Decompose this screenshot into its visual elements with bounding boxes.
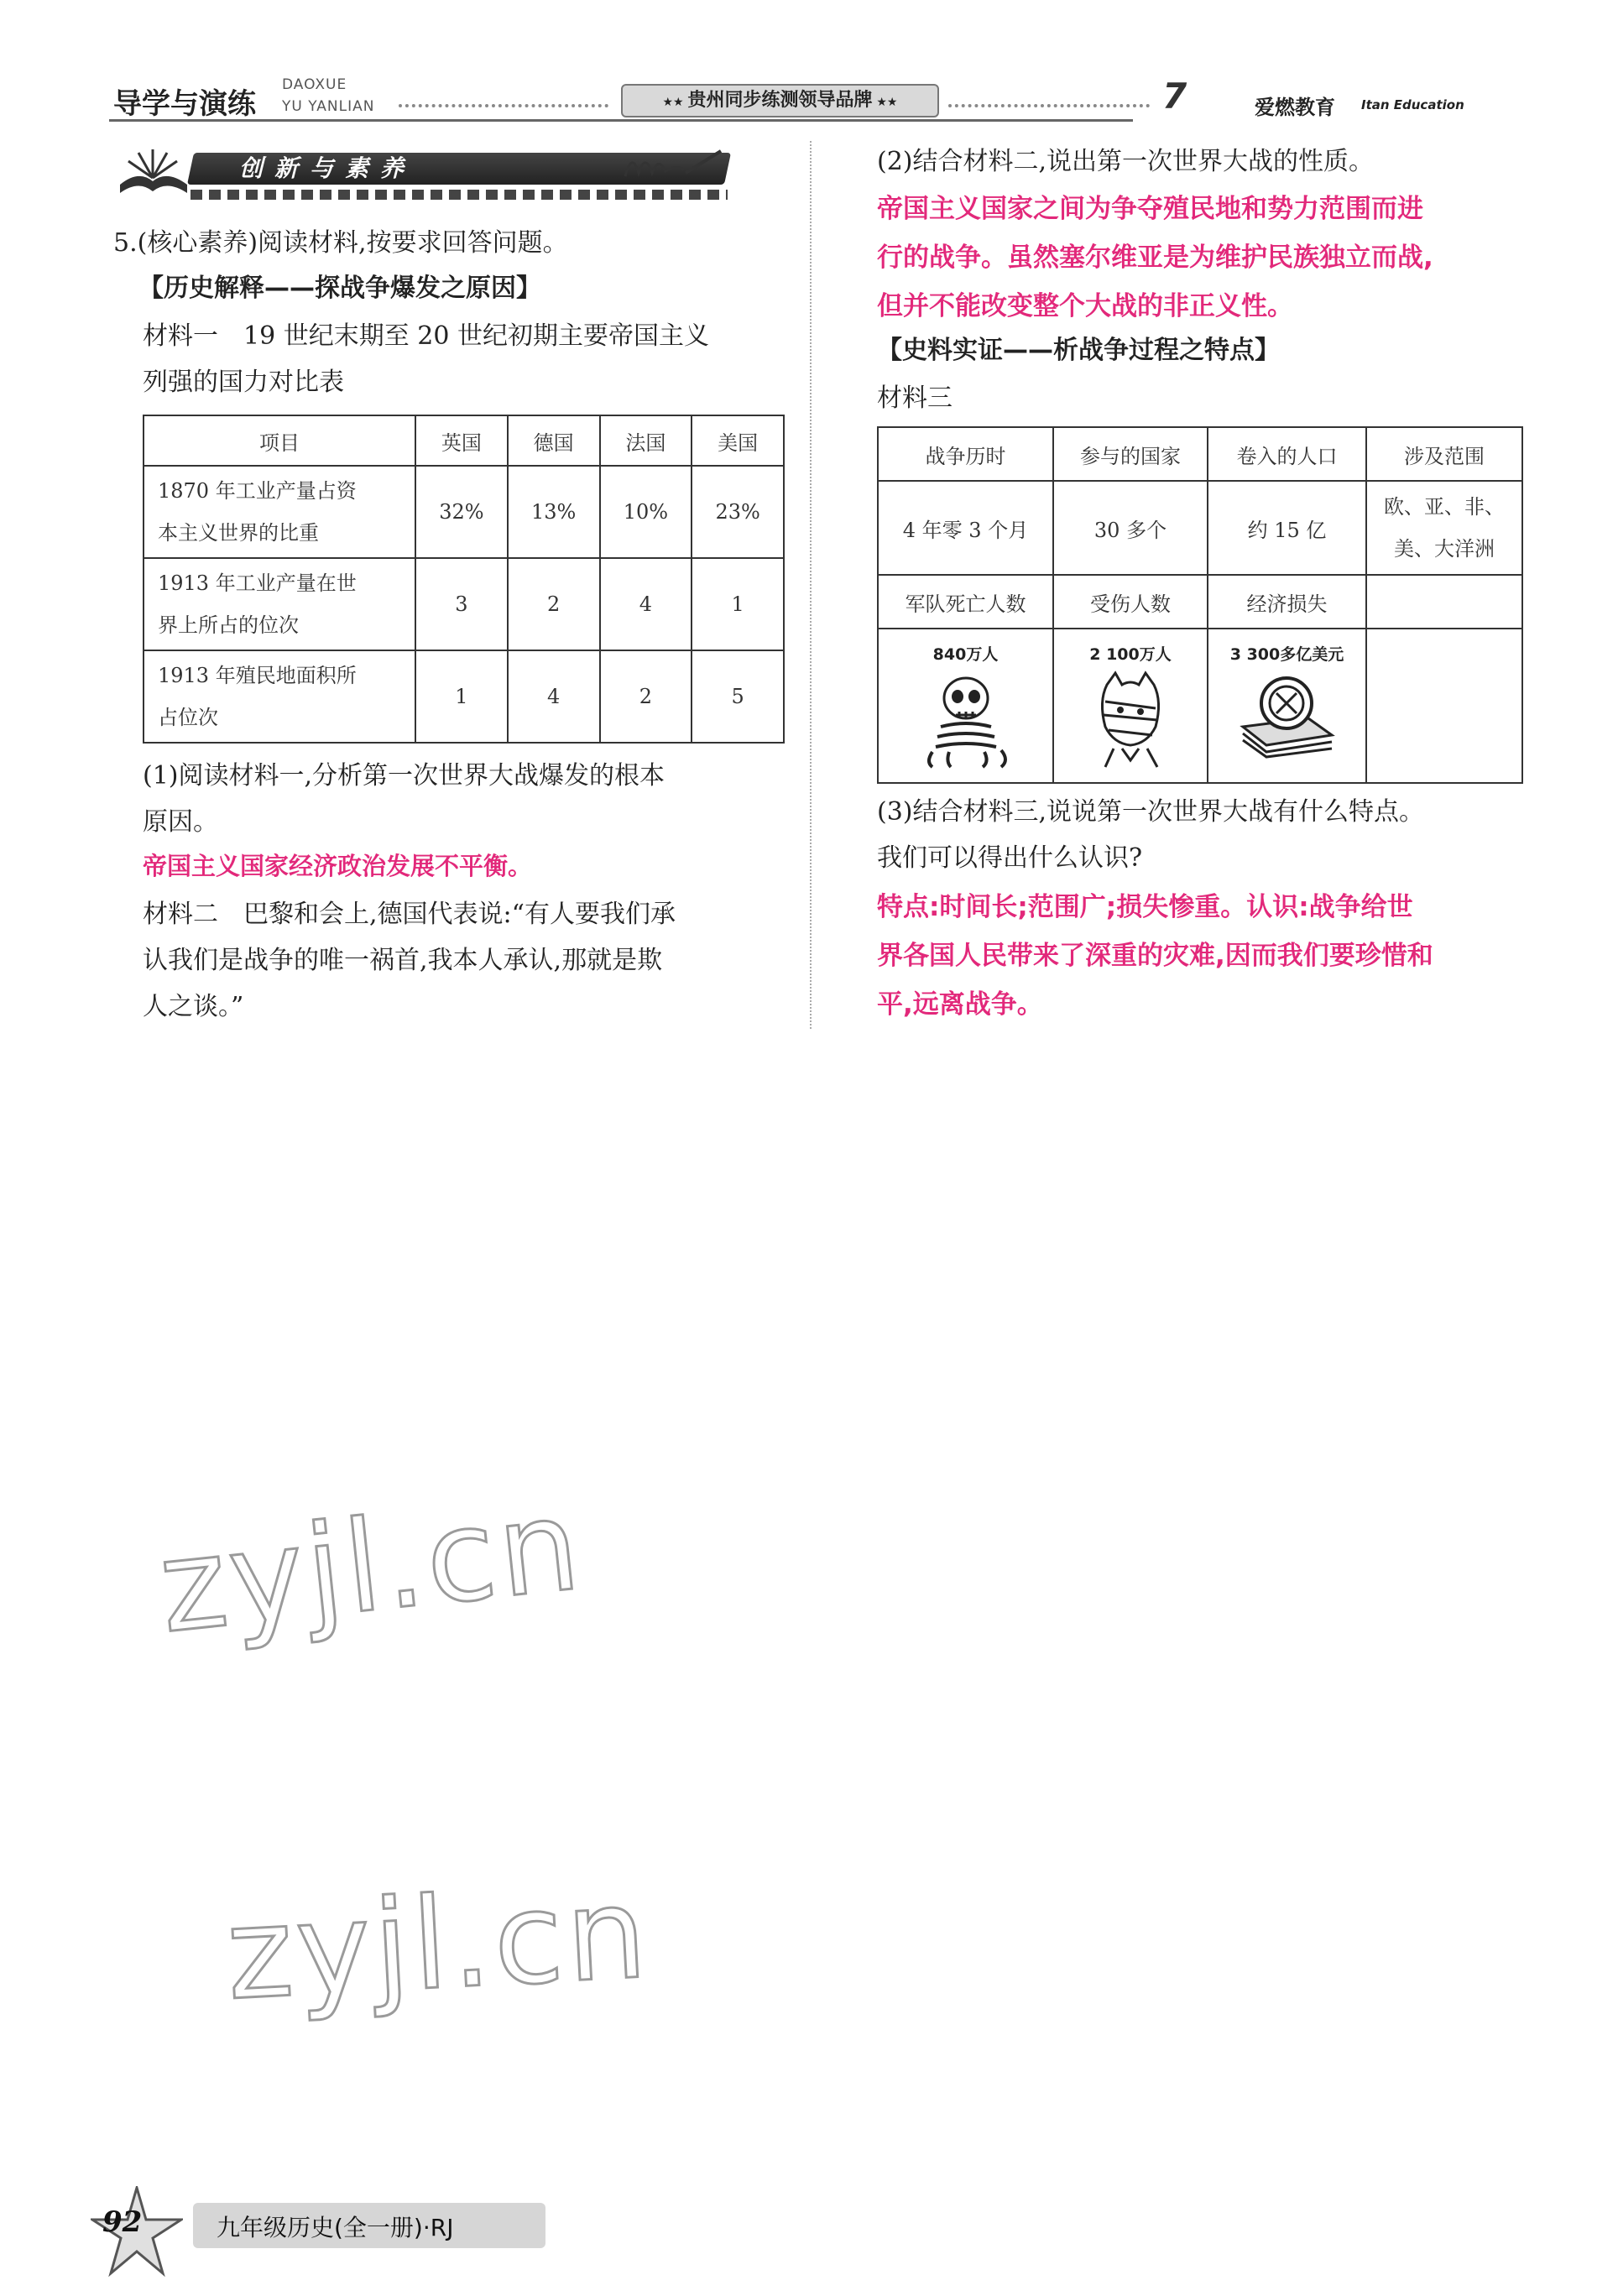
answer-2-line-2: 行的战争。虽然塞尔维亚是为维护民族独立而战,	[877, 243, 1433, 273]
table-row	[878, 629, 1522, 783]
power-comparison-table	[143, 415, 785, 744]
header-slogan	[621, 84, 939, 117]
money-icon	[1233, 668, 1342, 760]
material-1-line-2: 列强的国力对比表	[143, 368, 344, 397]
material-3-label: 材料三	[877, 384, 953, 413]
header-dots-left	[399, 104, 608, 107]
watermark: zyjl.cn	[153, 1472, 589, 1662]
banner-stripes	[191, 190, 728, 200]
company-name-en: Itan Education	[1361, 97, 1464, 112]
sub-question-3	[877, 789, 1532, 881]
answer-2	[877, 185, 1532, 331]
table-cell: 5	[692, 650, 784, 743]
table-row	[144, 558, 784, 650]
picture-label: 3 300多亿美元	[1229, 645, 1344, 664]
table-item-cell	[144, 466, 415, 558]
pen-scribble-icon	[617, 148, 726, 181]
table-header-cell: 项目	[144, 415, 415, 466]
table-item-cell	[144, 558, 415, 650]
table-row	[878, 575, 1522, 629]
table-cell: 10%	[600, 466, 692, 558]
table-cell: 约 15 亿	[1208, 481, 1366, 575]
picture-label: 2 100万人	[1089, 645, 1172, 664]
open-book-icon	[113, 144, 193, 203]
table-cell: 2	[600, 650, 692, 743]
answer-2-line-1: 帝国主义国家之间为争夺殖民地和势力范围而进	[877, 194, 1423, 224]
item-line: 1913 年殖民地面积所	[158, 664, 357, 687]
header-dots-right	[948, 104, 1150, 107]
company-logo: 7	[1162, 76, 1187, 117]
table-cell-empty	[1366, 575, 1522, 629]
watermark: zyjl.cn	[222, 1860, 654, 2029]
table-cell: 经济损失	[1208, 575, 1366, 629]
scope-line: 美、大洋洲	[1394, 537, 1495, 561]
table-header-cell: 美国	[692, 415, 784, 466]
q3-line-2: 我们可以得出什么认识?	[877, 843, 1143, 873]
table-cell: 32%	[415, 466, 508, 558]
table-cell: 参与的国家	[1053, 427, 1208, 481]
table-row	[878, 481, 1522, 575]
item-line: 本主义世界的比重	[158, 521, 319, 545]
skeleton-icon	[907, 668, 1025, 769]
table-row	[144, 650, 784, 743]
slogan-text: 贵州同步练测领导品牌	[687, 90, 873, 111]
table-header-cell: 法国	[600, 415, 692, 466]
company-name: 爱燃教育	[1255, 96, 1335, 119]
war-facts-table	[877, 426, 1523, 784]
sub-question-2: (2)结合材料二,说出第一次世界大战的性质。	[877, 147, 1375, 176]
picture-cell	[1208, 629, 1366, 783]
material-1-line-1: 材料一 19 世纪末期至 20 世纪初期主要帝国主义	[143, 321, 709, 351]
material-2-line-3: 人之谈。”	[143, 992, 244, 1021]
table-cell: 2	[508, 558, 600, 650]
answer-2-line-3: 但并不能改变整个大战的非正义性。	[877, 291, 1293, 321]
table-cell: 1	[415, 650, 508, 743]
header-rule	[109, 119, 1133, 122]
table-cell: 3	[415, 558, 508, 650]
table-cell: 1	[692, 558, 784, 650]
table-cell: 涉及范围	[1366, 427, 1522, 481]
q3-line-1: (3)结合材料三,说说第一次世界大战有什么特点。	[877, 797, 1425, 827]
item-line: 1913 年工业产量在世	[158, 571, 357, 595]
picture-cell	[878, 629, 1053, 783]
table-cell: 13%	[508, 466, 600, 558]
sub-question-1	[143, 753, 785, 845]
table-cell: 军队死亡人数	[878, 575, 1053, 629]
section-title: 创新与素养	[239, 154, 416, 182]
table-cell: 卷入的人口	[1208, 427, 1366, 481]
answer-1: 帝国主义国家经济政治发展不平衡。	[143, 852, 533, 880]
scope-line: 欧、亚、非、	[1384, 495, 1505, 519]
table-cell-scope	[1366, 481, 1522, 575]
q1-line-1: (1)阅读材料一,分析第一次世界大战爆发的根本	[143, 761, 665, 791]
section-banner	[113, 144, 730, 203]
page-number: 92	[102, 2205, 143, 2239]
item-line: 界上所占的位次	[158, 613, 299, 637]
table-item-cell	[144, 650, 415, 743]
table-header-cell: 德国	[508, 415, 600, 466]
footer-book-title: 九年级历史(全一册)·RJ	[217, 2214, 454, 2241]
column-divider	[810, 141, 812, 1029]
table-cell-empty	[1366, 629, 1522, 783]
bandaged-head-icon	[1080, 668, 1181, 769]
star-icon: ★★	[872, 96, 898, 109]
picture-label: 840万人	[932, 645, 999, 664]
table-cell: 23%	[692, 466, 784, 558]
table-row	[144, 466, 784, 558]
question-5-intro: 5.(核心素养)阅读材料,按要求回答问题。	[113, 228, 568, 258]
pinyin-line-1: DAOXUE	[282, 76, 347, 93]
item-line: 占位次	[158, 706, 218, 729]
brand-pinyin	[282, 74, 374, 117]
star-icon: ★★	[662, 96, 688, 109]
table-header-row	[144, 415, 784, 466]
heading-evidence: 【史料实证——析战争过程之特点】	[877, 336, 1280, 365]
material-2	[143, 891, 789, 1030]
material-1	[143, 313, 780, 405]
answer-3-line-1: 特点:时间长;范围广;损失惨重。认识:战争给世	[877, 892, 1413, 922]
material-2-line-1: 材料二 巴黎和会上,德国代表说:“有人要我们承	[143, 900, 676, 929]
answer-3-line-2: 界各国人民带来了深重的灾难,因而我们要珍惜和	[877, 941, 1433, 971]
answer-3	[877, 883, 1540, 1029]
table-cell: 受伤人数	[1053, 575, 1208, 629]
table-cell: 4	[600, 558, 692, 650]
answer-3-line-3: 平,远离战争。	[877, 989, 1043, 1020]
heading-history-explanation: 【历史解释——探战争爆发之原因】	[138, 274, 541, 303]
table-cell: 战争历时	[878, 427, 1053, 481]
brand-title: 导学与演练	[113, 87, 256, 121]
table-row	[878, 427, 1522, 481]
picture-cell	[1053, 629, 1208, 783]
pinyin-line-2: YU YANLIAN	[282, 98, 375, 115]
q1-line-2: 原因。	[143, 807, 218, 837]
table-header-cell: 英国	[415, 415, 508, 466]
material-2-line-2: 认我们是战争的唯一祸首,我本人承认,那就是欺	[143, 946, 663, 975]
table-cell: 4	[508, 650, 600, 743]
table-cell: 4 年零 3 个月	[878, 481, 1053, 575]
item-line: 1870 年工业产量占资	[158, 479, 357, 503]
table-cell: 30 多个	[1053, 481, 1208, 575]
